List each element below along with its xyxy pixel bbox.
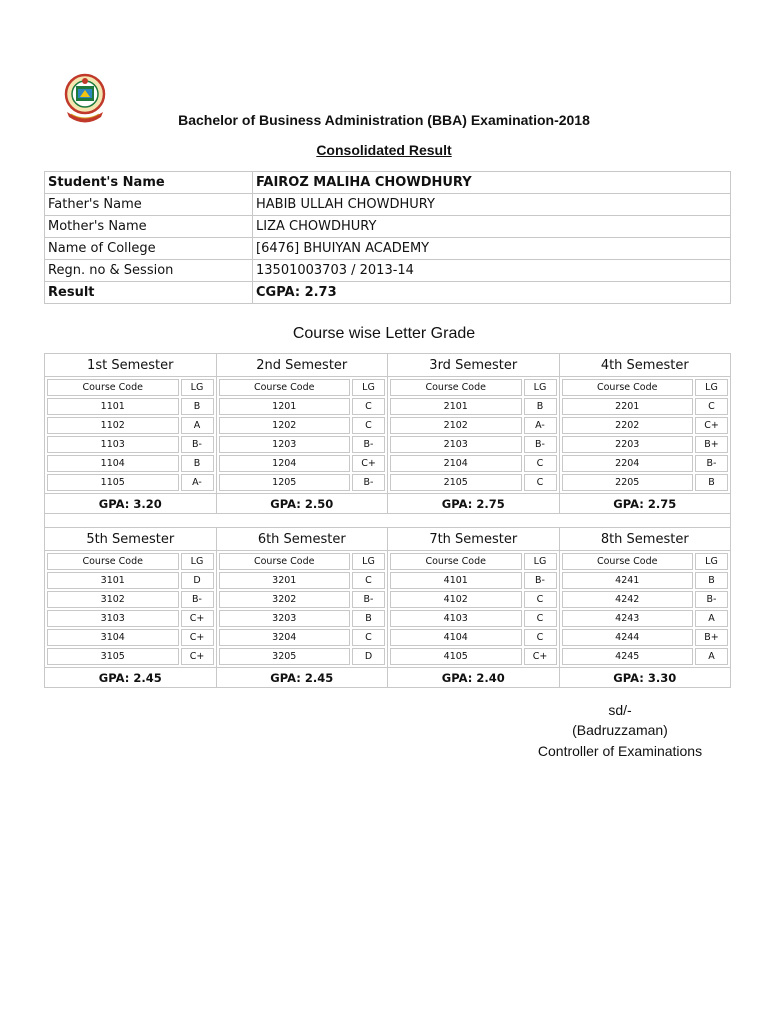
signature-name: (Badruzzaman) — [572, 722, 668, 738]
semester-name: 1st Semester — [45, 354, 217, 377]
semester-name: 5th Semester — [45, 528, 217, 551]
course-code-header: Course Code — [47, 379, 179, 396]
course-row — [390, 398, 557, 415]
course-row — [219, 572, 386, 589]
course-code: 3102 — [47, 591, 179, 608]
letter-grade-header: LG — [352, 553, 385, 570]
letter-grade: C — [524, 610, 557, 627]
course-code: 1205 — [219, 474, 351, 491]
course-code-header: Course Code — [47, 553, 179, 570]
course-header-row — [390, 379, 557, 396]
letter-grade-header: LG — [695, 553, 728, 570]
letter-grade: B — [524, 398, 557, 415]
course-code-header: Course Code — [219, 553, 351, 570]
course-row — [562, 455, 729, 472]
course-header-row — [219, 379, 386, 396]
course-table — [217, 377, 388, 493]
letter-grade: B — [352, 610, 385, 627]
letter-grade: B — [181, 398, 214, 415]
course-header-row — [390, 553, 557, 570]
letter-grade: C — [352, 629, 385, 646]
letter-grade: B- — [352, 474, 385, 491]
grades-table — [44, 353, 731, 688]
letter-grade: A — [181, 417, 214, 434]
course-code-header: Course Code — [562, 379, 694, 396]
letter-grade: B- — [524, 436, 557, 453]
info-value: CGPA: 2.73 — [253, 282, 731, 304]
letter-grade: C — [524, 629, 557, 646]
letter-grade: B+ — [695, 629, 728, 646]
semester-name: 7th Semester — [388, 528, 560, 551]
course-row — [562, 572, 729, 589]
course-row — [47, 455, 214, 472]
course-row — [219, 591, 386, 608]
course-row — [219, 629, 386, 646]
signature-designation: Controller of Examinations — [537, 743, 703, 759]
semester-courses-cell — [45, 551, 217, 668]
course-row — [390, 610, 557, 627]
course-code: 4105 — [390, 648, 522, 665]
course-code: 3101 — [47, 572, 179, 589]
course-row — [219, 398, 386, 415]
info-label: Regn. no & Session — [45, 260, 253, 282]
exam-title: Bachelor of Business Administration (BBA) Examination-2018 — [178, 112, 590, 128]
course-row — [47, 572, 214, 589]
letter-grade-header: LG — [181, 379, 214, 396]
course-code: 1201 — [219, 398, 351, 415]
course-row — [562, 648, 729, 665]
course-row — [390, 629, 557, 646]
letter-grade: B- — [695, 591, 728, 608]
course-table — [388, 377, 559, 493]
course-code: 1101 — [47, 398, 179, 415]
letter-grade: C — [695, 398, 728, 415]
info-row-student-name — [45, 172, 731, 194]
course-header-row — [219, 553, 386, 570]
course-code: 2103 — [390, 436, 522, 453]
info-value: [6476] BHUIYAN ACADEMY — [253, 238, 731, 260]
course-code: 4242 — [562, 591, 694, 608]
semester-gpa: GPA: 3.30 — [559, 668, 731, 688]
signature-sd: sd/- — [608, 702, 632, 718]
course-code: 3104 — [47, 629, 179, 646]
course-row — [562, 591, 729, 608]
course-code: 4244 — [562, 629, 694, 646]
info-value: 13501003703 / 2013-14 — [253, 260, 731, 282]
course-table — [45, 551, 216, 667]
course-row — [562, 398, 729, 415]
letter-grade: D — [352, 648, 385, 665]
semester-gpa: GPA: 2.75 — [559, 494, 731, 514]
letter-grade: B — [695, 474, 728, 491]
course-code: 2205 — [562, 474, 694, 491]
semester-name: 2nd Semester — [216, 354, 388, 377]
course-row — [219, 417, 386, 434]
letter-grade-header: LG — [524, 553, 557, 570]
semester-name: 8th Semester — [559, 528, 731, 551]
letter-grade: B- — [181, 436, 214, 453]
info-row-result — [45, 282, 731, 304]
info-row-father-name — [45, 194, 731, 216]
letter-grade: C+ — [181, 648, 214, 665]
grades-spacer-row — [45, 514, 731, 528]
letter-grade-header: LG — [524, 379, 557, 396]
course-code: 3201 — [219, 572, 351, 589]
letter-grade: B- — [524, 572, 557, 589]
course-row — [219, 648, 386, 665]
letter-grade: C — [524, 455, 557, 472]
info-label: Name of College — [45, 238, 253, 260]
letter-grade: C+ — [181, 610, 214, 627]
course-code: 2203 — [562, 436, 694, 453]
gpa-row — [45, 494, 731, 514]
letter-grade: B- — [352, 436, 385, 453]
course-row — [219, 610, 386, 627]
course-row — [47, 610, 214, 627]
letter-grade: A- — [524, 417, 557, 434]
course-code: 4245 — [562, 648, 694, 665]
letter-grade: B — [695, 572, 728, 589]
letter-grade: C — [524, 474, 557, 491]
semester-courses-row — [45, 377, 731, 494]
course-row — [562, 417, 729, 434]
course-row — [390, 436, 557, 453]
course-row — [47, 474, 214, 491]
semester-name: 4th Semester — [559, 354, 731, 377]
semester-gpa: GPA: 2.45 — [216, 668, 388, 688]
semester-gpa: GPA: 2.75 — [388, 494, 560, 514]
course-code: 2105 — [390, 474, 522, 491]
letter-grade: C — [524, 591, 557, 608]
course-code-header: Course Code — [219, 379, 351, 396]
course-code: 3204 — [219, 629, 351, 646]
course-header-row — [47, 379, 214, 396]
course-row — [562, 474, 729, 491]
course-code: 3105 — [47, 648, 179, 665]
course-row — [562, 436, 729, 453]
letter-grade: A — [695, 610, 728, 627]
course-code: 2101 — [390, 398, 522, 415]
course-row — [47, 591, 214, 608]
course-code: 1103 — [47, 436, 179, 453]
letter-grade: B- — [695, 455, 728, 472]
info-label: Result — [45, 282, 253, 304]
semester-courses-cell — [388, 377, 560, 494]
letter-grade-header: LG — [695, 379, 728, 396]
semester-courses-cell — [216, 377, 388, 494]
course-header-row — [562, 379, 729, 396]
semester-courses-cell — [45, 377, 217, 494]
course-code: 4101 — [390, 572, 522, 589]
letter-grade: C+ — [695, 417, 728, 434]
letter-grade: D — [181, 572, 214, 589]
course-code: 3202 — [219, 591, 351, 608]
course-code: 1204 — [219, 455, 351, 472]
letter-grade-header: LG — [181, 553, 214, 570]
letter-grade-header: LG — [352, 379, 385, 396]
semester-gpa: GPA: 2.40 — [388, 668, 560, 688]
semester-header-row — [45, 354, 731, 377]
course-code: 3103 — [47, 610, 179, 627]
course-row — [390, 572, 557, 589]
course-code: 3205 — [219, 648, 351, 665]
letter-grade: C — [352, 417, 385, 434]
semester-courses-cell — [559, 551, 731, 668]
gpa-row — [45, 668, 731, 688]
info-value: LIZA CHOWDHURY — [253, 216, 731, 238]
course-code: 1104 — [47, 455, 179, 472]
course-table — [388, 551, 559, 667]
course-code: 2104 — [390, 455, 522, 472]
info-label: Student's Name — [45, 172, 253, 194]
info-row-mother-name — [45, 216, 731, 238]
course-code: 4243 — [562, 610, 694, 627]
course-code-header: Course Code — [562, 553, 694, 570]
course-row — [219, 474, 386, 491]
course-row — [47, 648, 214, 665]
info-value: HABIB ULLAH CHOWDHURY — [253, 194, 731, 216]
semester-courses-cell — [216, 551, 388, 668]
course-row — [47, 398, 214, 415]
course-code: 2102 — [390, 417, 522, 434]
course-code: 1203 — [219, 436, 351, 453]
course-code: 4102 — [390, 591, 522, 608]
course-code: 1202 — [219, 417, 351, 434]
info-label: Mother's Name — [45, 216, 253, 238]
course-header-row — [47, 553, 214, 570]
semester-courses-row — [45, 551, 731, 668]
letter-grade: B — [181, 455, 214, 472]
course-code: 1102 — [47, 417, 179, 434]
course-table — [217, 551, 388, 667]
letter-grade: A — [695, 648, 728, 665]
course-header-row — [562, 553, 729, 570]
semester-courses-cell — [388, 551, 560, 668]
course-code: 4103 — [390, 610, 522, 627]
letter-grade: B- — [352, 591, 385, 608]
course-row — [562, 629, 729, 646]
semester-gpa: GPA: 2.50 — [216, 494, 388, 514]
course-code: 3203 — [219, 610, 351, 627]
letter-grade: C+ — [524, 648, 557, 665]
student-info-table — [44, 171, 731, 304]
course-row — [47, 417, 214, 434]
info-value: FAIROZ MALIHA CHOWDHURY — [253, 172, 731, 194]
course-code-header: Course Code — [390, 553, 522, 570]
semester-header-row — [45, 528, 731, 551]
course-code: 1105 — [47, 474, 179, 491]
letter-grade: B+ — [695, 436, 728, 453]
course-row — [47, 629, 214, 646]
letter-grade: C+ — [352, 455, 385, 472]
course-row — [219, 436, 386, 453]
course-row — [219, 455, 386, 472]
course-row — [390, 591, 557, 608]
course-code: 2201 — [562, 398, 694, 415]
course-row — [390, 455, 557, 472]
semester-gpa: GPA: 3.20 — [45, 494, 217, 514]
semester-courses-cell — [559, 377, 731, 494]
course-row — [390, 648, 557, 665]
letter-grade: C — [352, 398, 385, 415]
course-row — [390, 474, 557, 491]
spacer-cell — [45, 514, 731, 528]
course-code: 4104 — [390, 629, 522, 646]
course-code: 2204 — [562, 455, 694, 472]
semester-name: 3rd Semester — [388, 354, 560, 377]
course-row — [562, 610, 729, 627]
course-grade-heading: Course wise Letter Grade — [292, 325, 476, 342]
info-label: Father's Name — [45, 194, 253, 216]
info-row-registration — [45, 260, 731, 282]
course-code: 2202 — [562, 417, 694, 434]
course-table — [45, 377, 216, 493]
course-table — [560, 551, 731, 667]
course-table — [560, 377, 731, 493]
course-code: 4241 — [562, 572, 694, 589]
letter-grade: B- — [181, 591, 214, 608]
info-row-college — [45, 238, 731, 260]
course-row — [390, 417, 557, 434]
letter-grade: A- — [181, 474, 214, 491]
semester-gpa: GPA: 2.45 — [45, 668, 217, 688]
letter-grade: C — [352, 572, 385, 589]
letter-grade: C+ — [181, 629, 214, 646]
result-subtitle: Consolidated Result — [316, 142, 452, 158]
course-row — [47, 436, 214, 453]
course-code-header: Course Code — [390, 379, 522, 396]
semester-name: 6th Semester — [216, 528, 388, 551]
